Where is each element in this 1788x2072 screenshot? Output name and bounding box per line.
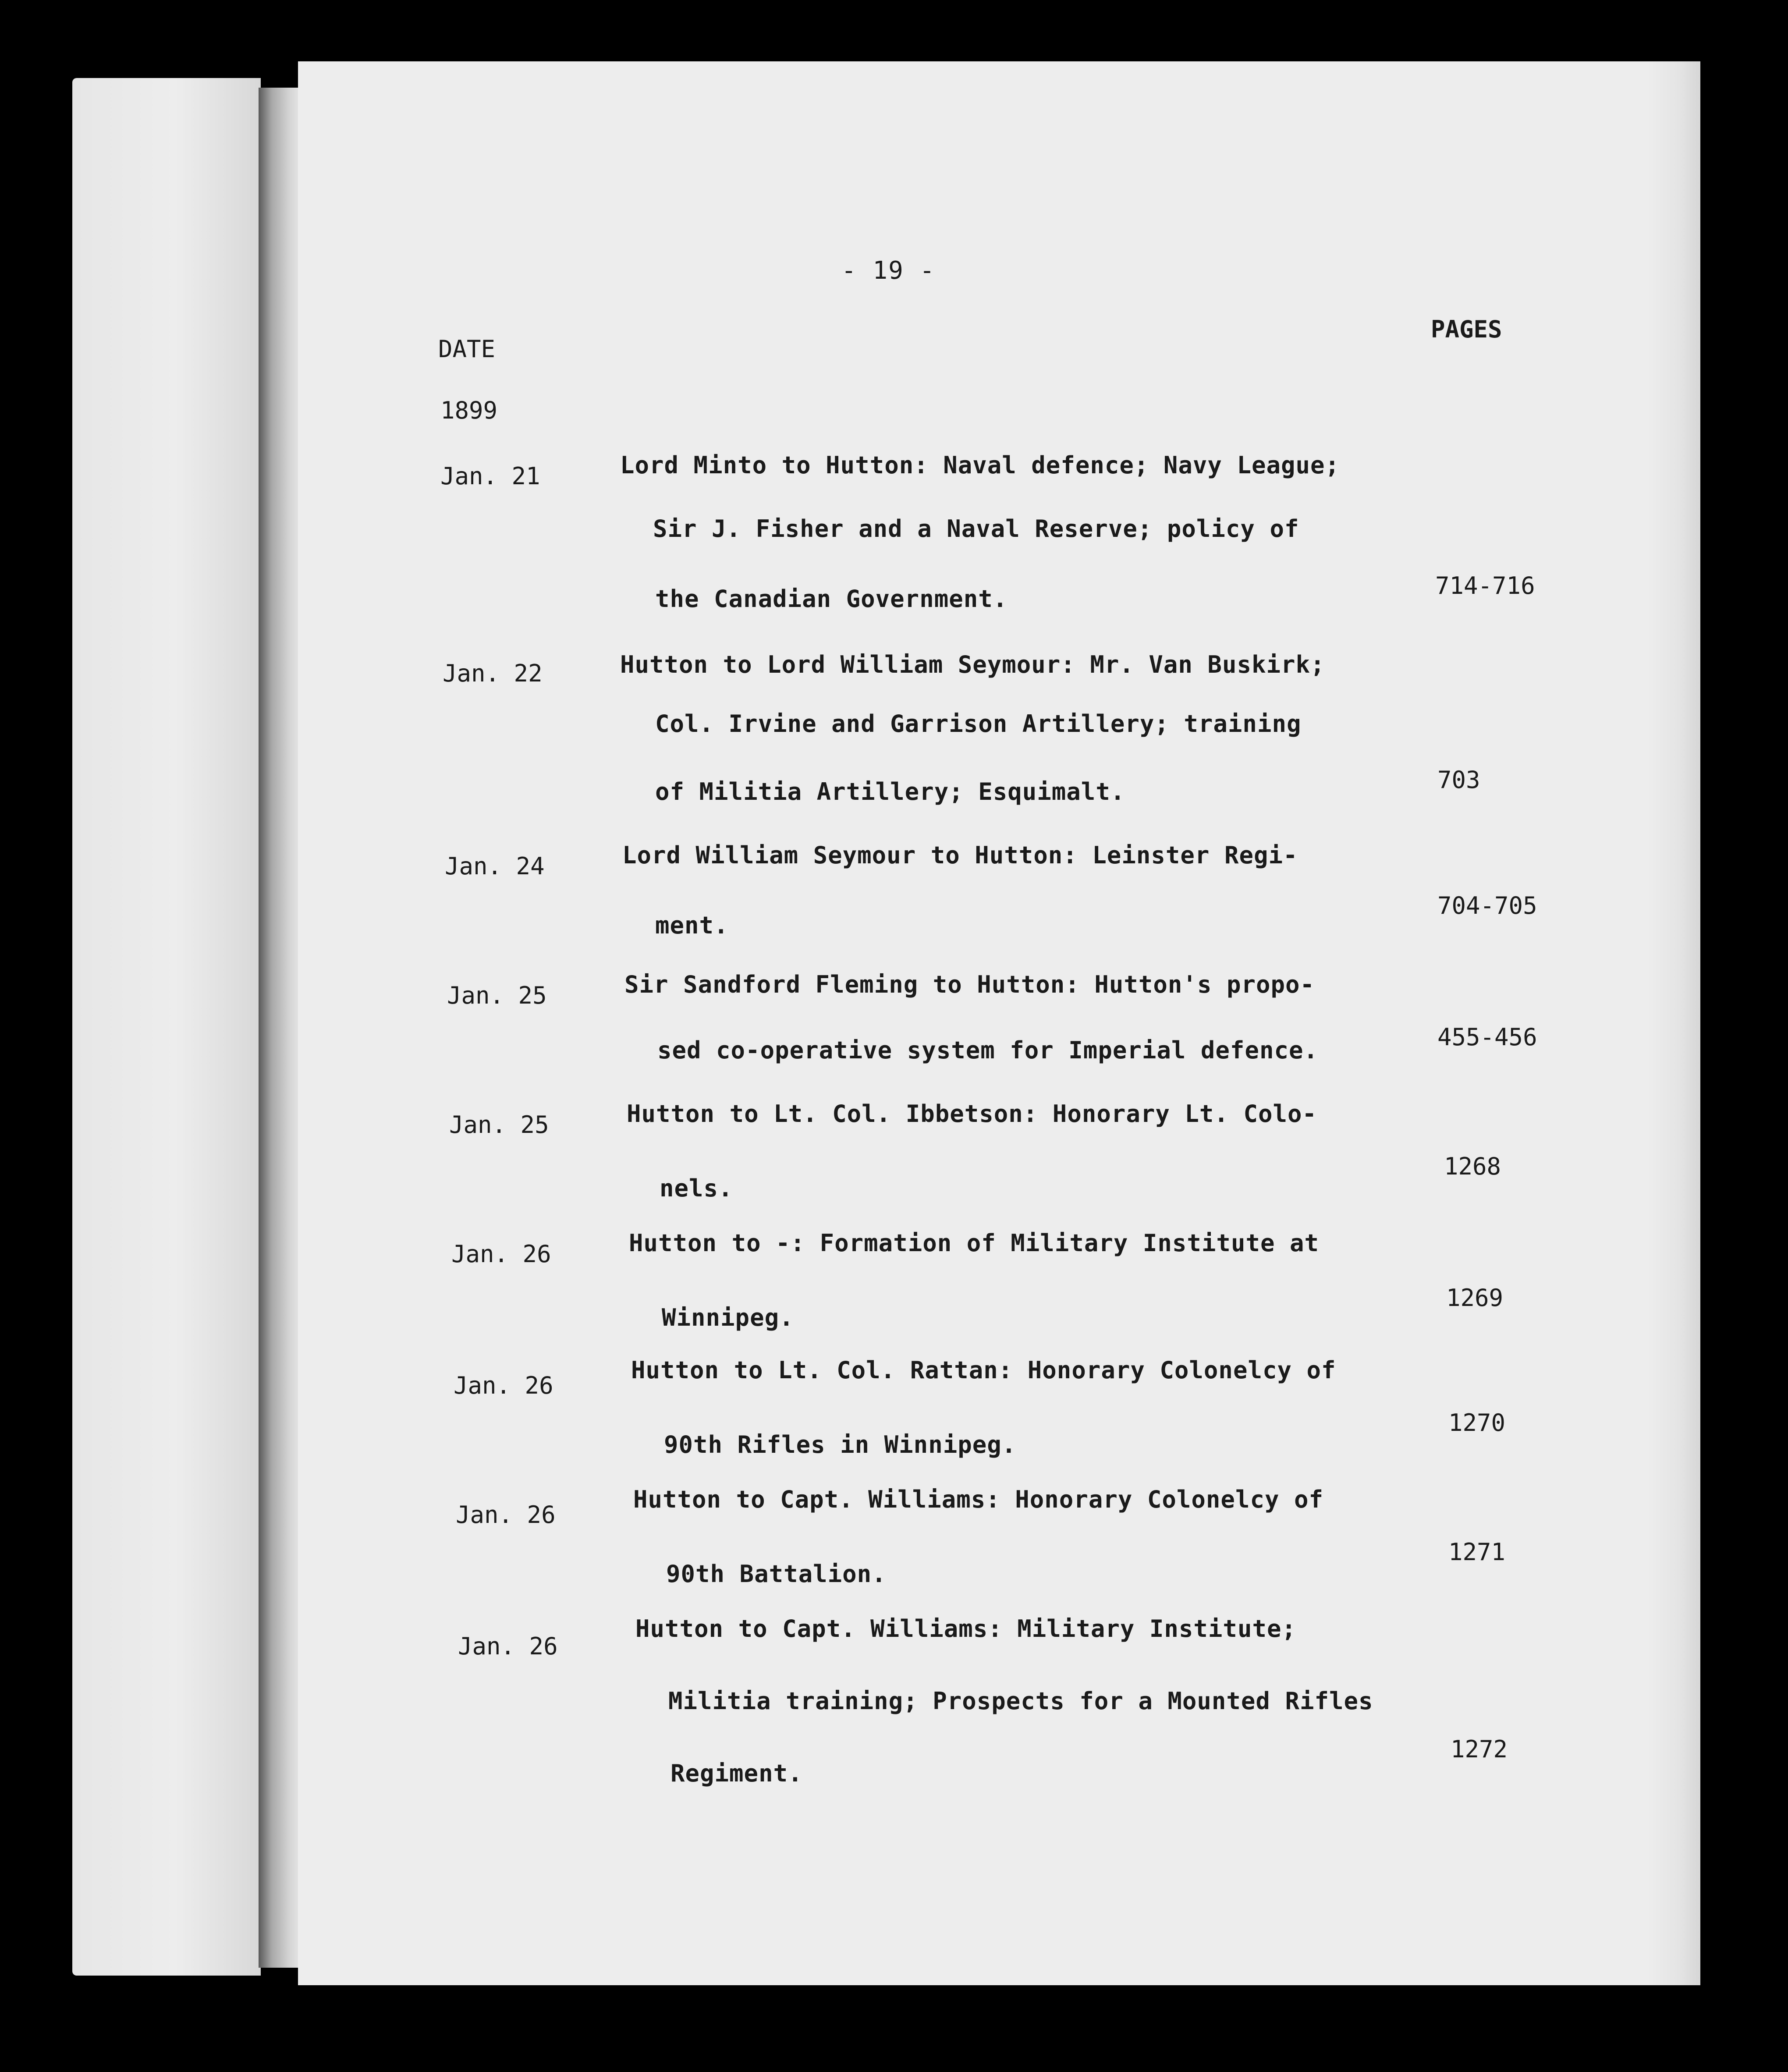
entry-pages: 455-456 bbox=[1437, 1023, 1537, 1051]
date-column-header: DATE bbox=[438, 335, 496, 363]
left-page-edge bbox=[72, 78, 261, 1976]
entry-text-line: nels. bbox=[660, 1174, 733, 1202]
entry-text-line: Militia training; Prospects for a Mounted Rifles bbox=[668, 1687, 1373, 1715]
page-number: - 19 - bbox=[841, 256, 936, 285]
entry-date: Jan. 26 bbox=[451, 1240, 551, 1268]
entry-text-line: Hutton to Lt. Col. Ibbetson: Honorary Lt. Colo- bbox=[627, 1100, 1317, 1128]
entry-date: Jan. 22 bbox=[443, 660, 543, 687]
year-heading: 1899 bbox=[440, 397, 498, 424]
entry-text-line: Sir J. Fisher and a Naval Reserve; policy of bbox=[653, 515, 1299, 543]
entry-pages: 1270 bbox=[1448, 1409, 1506, 1437]
entry-text-line: Col. Irvine and Garrison Artillery; training bbox=[655, 710, 1302, 738]
entry-date: Jan. 26 bbox=[456, 1501, 556, 1529]
entry-text-line: Regiment. bbox=[670, 1760, 803, 1787]
page-edge-shadow bbox=[1648, 61, 1700, 1985]
entry-text-line: Hutton to Lord William Seymour: Mr. Van Buskirk; bbox=[620, 651, 1325, 678]
entry-date: Jan. 26 bbox=[458, 1632, 558, 1660]
entry-date: Jan. 24 bbox=[445, 852, 545, 880]
entry-text-line: Lord William Seymour to Hutton: Leinster Regi- bbox=[622, 841, 1298, 869]
entry-pages: 1268 bbox=[1444, 1153, 1501, 1180]
entry-text-line: Winnipeg. bbox=[662, 1304, 794, 1331]
entry-text-line: Lord Minto to Hutton: Naval defence; Navy League; bbox=[620, 451, 1340, 479]
entry-text-line: Hutton to -: Formation of Military Institute at bbox=[629, 1229, 1320, 1257]
entry-pages: 1272 bbox=[1451, 1735, 1508, 1763]
entry-text-line: 90th Rifles in Winnipeg. bbox=[664, 1431, 1017, 1458]
entry-pages: 1269 bbox=[1446, 1284, 1504, 1312]
entry-text-line: ment. bbox=[655, 912, 729, 939]
entry-pages: 703 bbox=[1437, 766, 1480, 794]
entry-pages: 704-705 bbox=[1437, 892, 1537, 919]
entry-date: Jan. 26 bbox=[454, 1372, 553, 1399]
pages-column-header: PAGES bbox=[1431, 316, 1502, 343]
entry-text-line: 90th Battalion. bbox=[666, 1560, 887, 1588]
entry-pages: 714-716 bbox=[1435, 572, 1535, 600]
entry-text-line: of Militia Artillery; Esquimalt. bbox=[655, 778, 1125, 805]
entry-text-line: sed co-operative system for Imperial defence. bbox=[657, 1036, 1318, 1064]
entry-pages: 1271 bbox=[1448, 1538, 1506, 1566]
book-gutter bbox=[259, 88, 302, 1968]
entry-text-line: Sir Sandford Fleming to Hutton: Hutton's propo- bbox=[624, 971, 1315, 998]
entry-date: Jan. 21 bbox=[440, 462, 540, 490]
entry-date: Jan. 25 bbox=[449, 1111, 549, 1139]
entry-date: Jan. 25 bbox=[447, 982, 547, 1009]
entry-text-line: Hutton to Lt. Col. Rattan: Honorary Colonelcy of bbox=[631, 1356, 1336, 1384]
entry-text-line: the Canadian Government. bbox=[655, 585, 1008, 613]
entry-text-line: Hutton to Capt. Williams: Honorary Colonelcy of bbox=[633, 1486, 1324, 1513]
entry-text-line: Hutton to Capt. Williams: Military Institute; bbox=[635, 1615, 1296, 1643]
